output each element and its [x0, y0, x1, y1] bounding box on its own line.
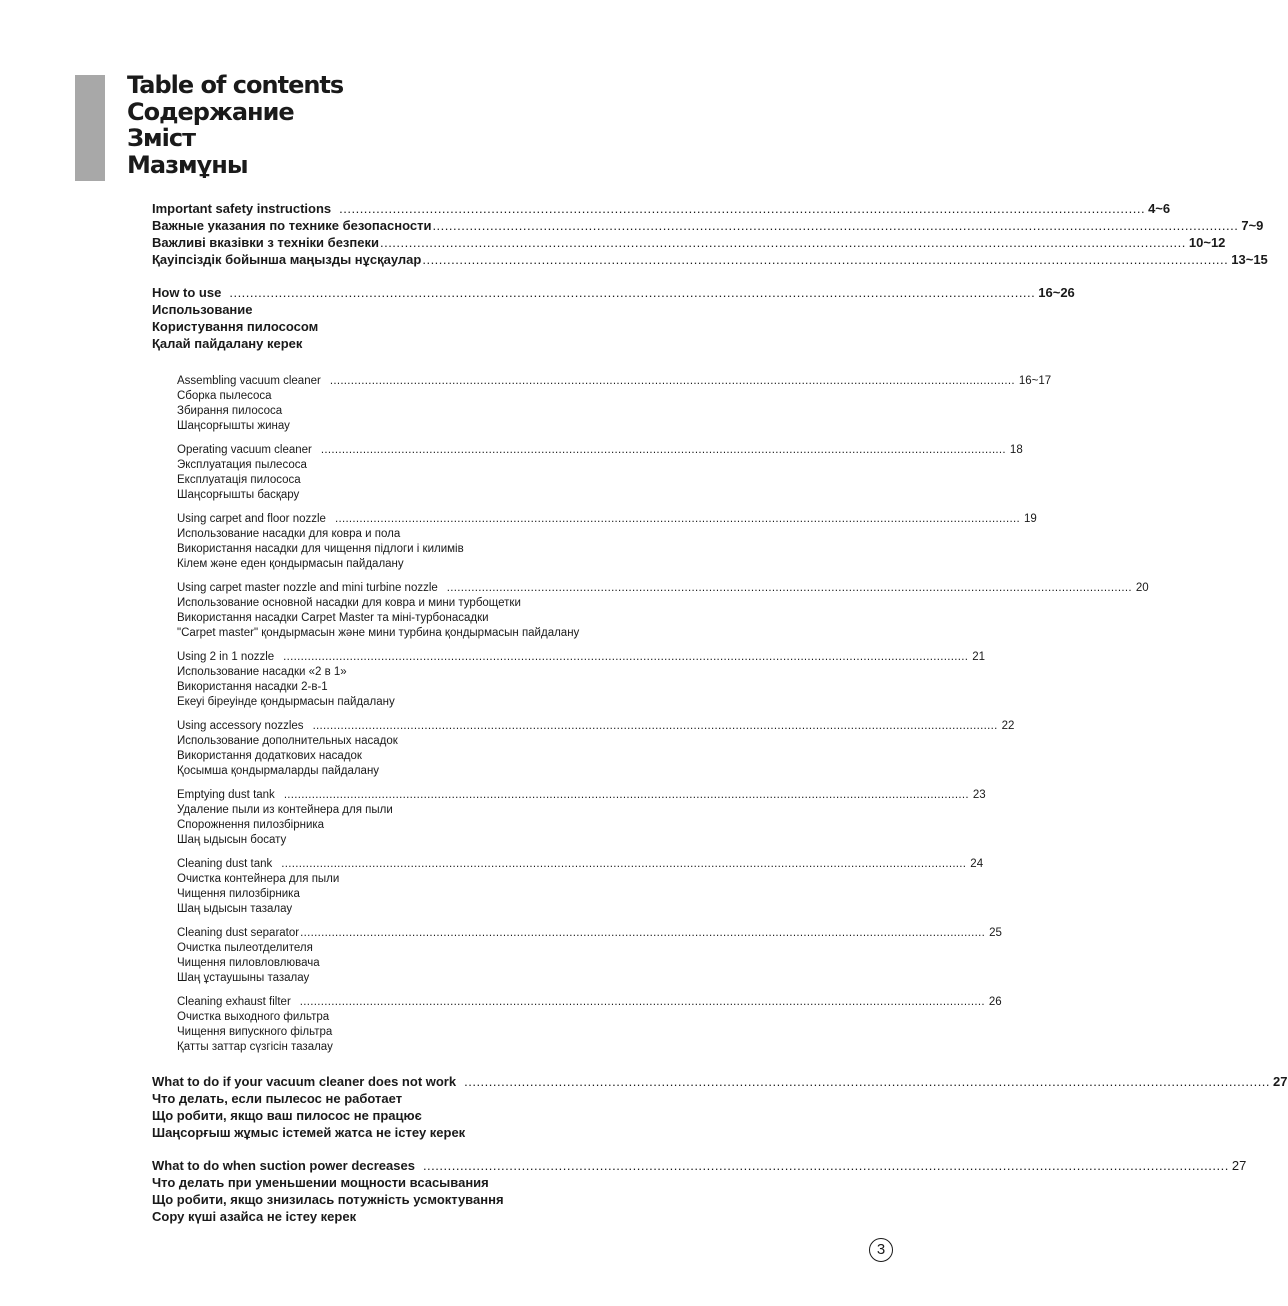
toc-subsection[interactable]: Operating vacuum cleaner .................................................................................................................................................................................................... 18 Эксплуатация пылесоса Експлуатація пилососа Шаңсорғышты басқару: [177, 444, 1023, 501]
toc-section-does-not-work: What to do if your vacuum cleaner does not work .................................................................................................................................................................................................... 27 Что делать, если пылесос не работает Що робити, якщо ваш пилосос не працює Шаңсорғыш жұмыс істемей жатса не істеу керек: [152, 1074, 1288, 1140]
toc-entry-safety-uk[interactable]: Важливі вказівки з техніки безпеки .................................................................................................................................................................................................... 10~12: [152, 235, 1226, 250]
page-ref: 27: [1231, 1158, 1247, 1173]
toc-subsection[interactable]: Assembling vacuum cleaner .................................................................................................................................................................................................... 16~17 Сборка пылесоса Збирання пилососа Шаңсорғышты жинау: [177, 375, 1052, 432]
title-ukrainian: Зміст: [127, 124, 196, 152]
toc-subsection[interactable]: Cleaning dust tank .................................................................................................................................................................................................... 24 Очистка контейнера для пыли Чищення пилозбірника Шаң ыдысын тазалау: [177, 858, 984, 915]
toc-subsection[interactable]: Emptying dust tank .................................................................................................................................................................................................... 23 Удаление пыли из контейнера для пыли Спорожнення пилозбірника Шаң ыдысын босату: [177, 789, 986, 846]
page-ref: 4~6: [1148, 201, 1171, 216]
page-ref: 16~17: [1018, 375, 1052, 387]
page-ref: 25: [989, 927, 1002, 939]
toc-subsection[interactable]: Using carpet and floor nozzle .................................................................................................................................................................................................... 19 Использование насадки для ковра и пола Використання насадки для чищення підлоги і килимів Кілем және еден қондырмасын пайдалану: [177, 513, 1037, 570]
page-ref: 20: [1135, 582, 1149, 594]
toc-subsection-list: [177, 374, 1149, 1055]
toc-subsection[interactable]: Using accessory nozzles .................................................................................................................................................................................................... 22 Использование дополнительных насадок Використання додаткових насадок Қосымша қондырмаларды пайдалану: [177, 720, 1015, 777]
toc-entry-how-to-use[interactable]: How to use .................................................................................................................................................................................................... 16~26: [152, 285, 1075, 300]
toc-entry-safety-ru[interactable]: Важные указания по технике безопасности .................................................................................................................................................................................................... 7~9: [152, 218, 1264, 233]
title-kazakh: Мазмұны: [127, 150, 248, 179]
page-ref: 21: [972, 651, 985, 663]
toc-section-suction-decreases: What to do when suction power decreases .................................................................................................................................................................................................... 27 Что делать при уменьшении мощности всасывания Що робити, якщо знизилась потужність усмоктування Сору күші азайса не істеу керек: [152, 1158, 1247, 1224]
toc-subsection[interactable]: Cleaning dust separator .................................................................................................................................................................................................... 25 Очистка пылеотделителя Чищення пиловловлювача Шаң ұстаушыны тазалау: [177, 927, 1002, 984]
toc-entry-safety-kk[interactable]: Қауіпсіздік бойынша маңызды нұсқаулар .................................................................................................................................................................................................... 13~15: [152, 252, 1268, 267]
title-block: [127, 72, 343, 178]
page-ref: 23: [972, 789, 986, 801]
page-ref: 19: [1023, 513, 1037, 525]
title-english: Table of contents: [127, 71, 344, 99]
toc-entry-safety-en[interactable]: Important safety instructions .................................................................................................................................................................................................... 4~6: [152, 201, 1171, 216]
page-ref: 26: [988, 996, 1002, 1008]
header-accent-bar: [75, 75, 105, 181]
toc-section-safety: [152, 200, 1268, 268]
toc-line-translation: Қалай пайдалану керек: [152, 336, 303, 351]
page-ref: 13~15: [1231, 252, 1268, 267]
page-ref: 7~9: [1241, 218, 1264, 233]
toc-subsection[interactable]: Using carpet master nozzle and mini turbine nozzle .................................................................................................................................................................................................... 20 Использование основной насадки для ковра и мини турбощетки Використання насадки Carpet Master та міні-турбонасадки "Carpet master" қондырмасын және мини турбина қондырмасын пайдалану: [177, 582, 1149, 639]
page-ref: 22: [1001, 720, 1015, 732]
toc-subsection[interactable]: Using 2 in 1 nozzle .................................................................................................................................................................................................... 21 Использование насадки «2 в 1» Використання насадки 2-в-1 Екеуі біреуінде қондырмасын пайдалану: [177, 651, 985, 708]
page-ref: 10~12: [1188, 235, 1226, 250]
toc-line-translation: Користування пилососом: [152, 319, 319, 334]
page-ref: 24: [970, 858, 984, 870]
toc-entry-does-not-work[interactable]: What to do if your vacuum cleaner does not work .................................................................................................................................................................................................... 27: [152, 1074, 1288, 1089]
toc-subsection[interactable]: Cleaning exhaust filter .................................................................................................................................................................................................... 26 Очистка выходного фильтра Чищення випускного фільтра Қатты заттар сүзгісін тазалау: [177, 996, 1002, 1053]
toc-entry-suction-decreases[interactable]: What to do when suction power decreases .................................................................................................................................................................................................... 27: [152, 1158, 1247, 1173]
toc-section-how-to-use: [152, 284, 1149, 1055]
title-russian: Содержание: [127, 97, 294, 126]
page-ref: 16~26: [1038, 285, 1075, 300]
page-number-badge: 3: [869, 1238, 893, 1262]
toc-line-translation: Использование: [152, 302, 253, 317]
toc-list: [152, 200, 1288, 1241]
page-ref: 18: [1009, 444, 1023, 456]
page-ref: 27: [1273, 1074, 1288, 1089]
